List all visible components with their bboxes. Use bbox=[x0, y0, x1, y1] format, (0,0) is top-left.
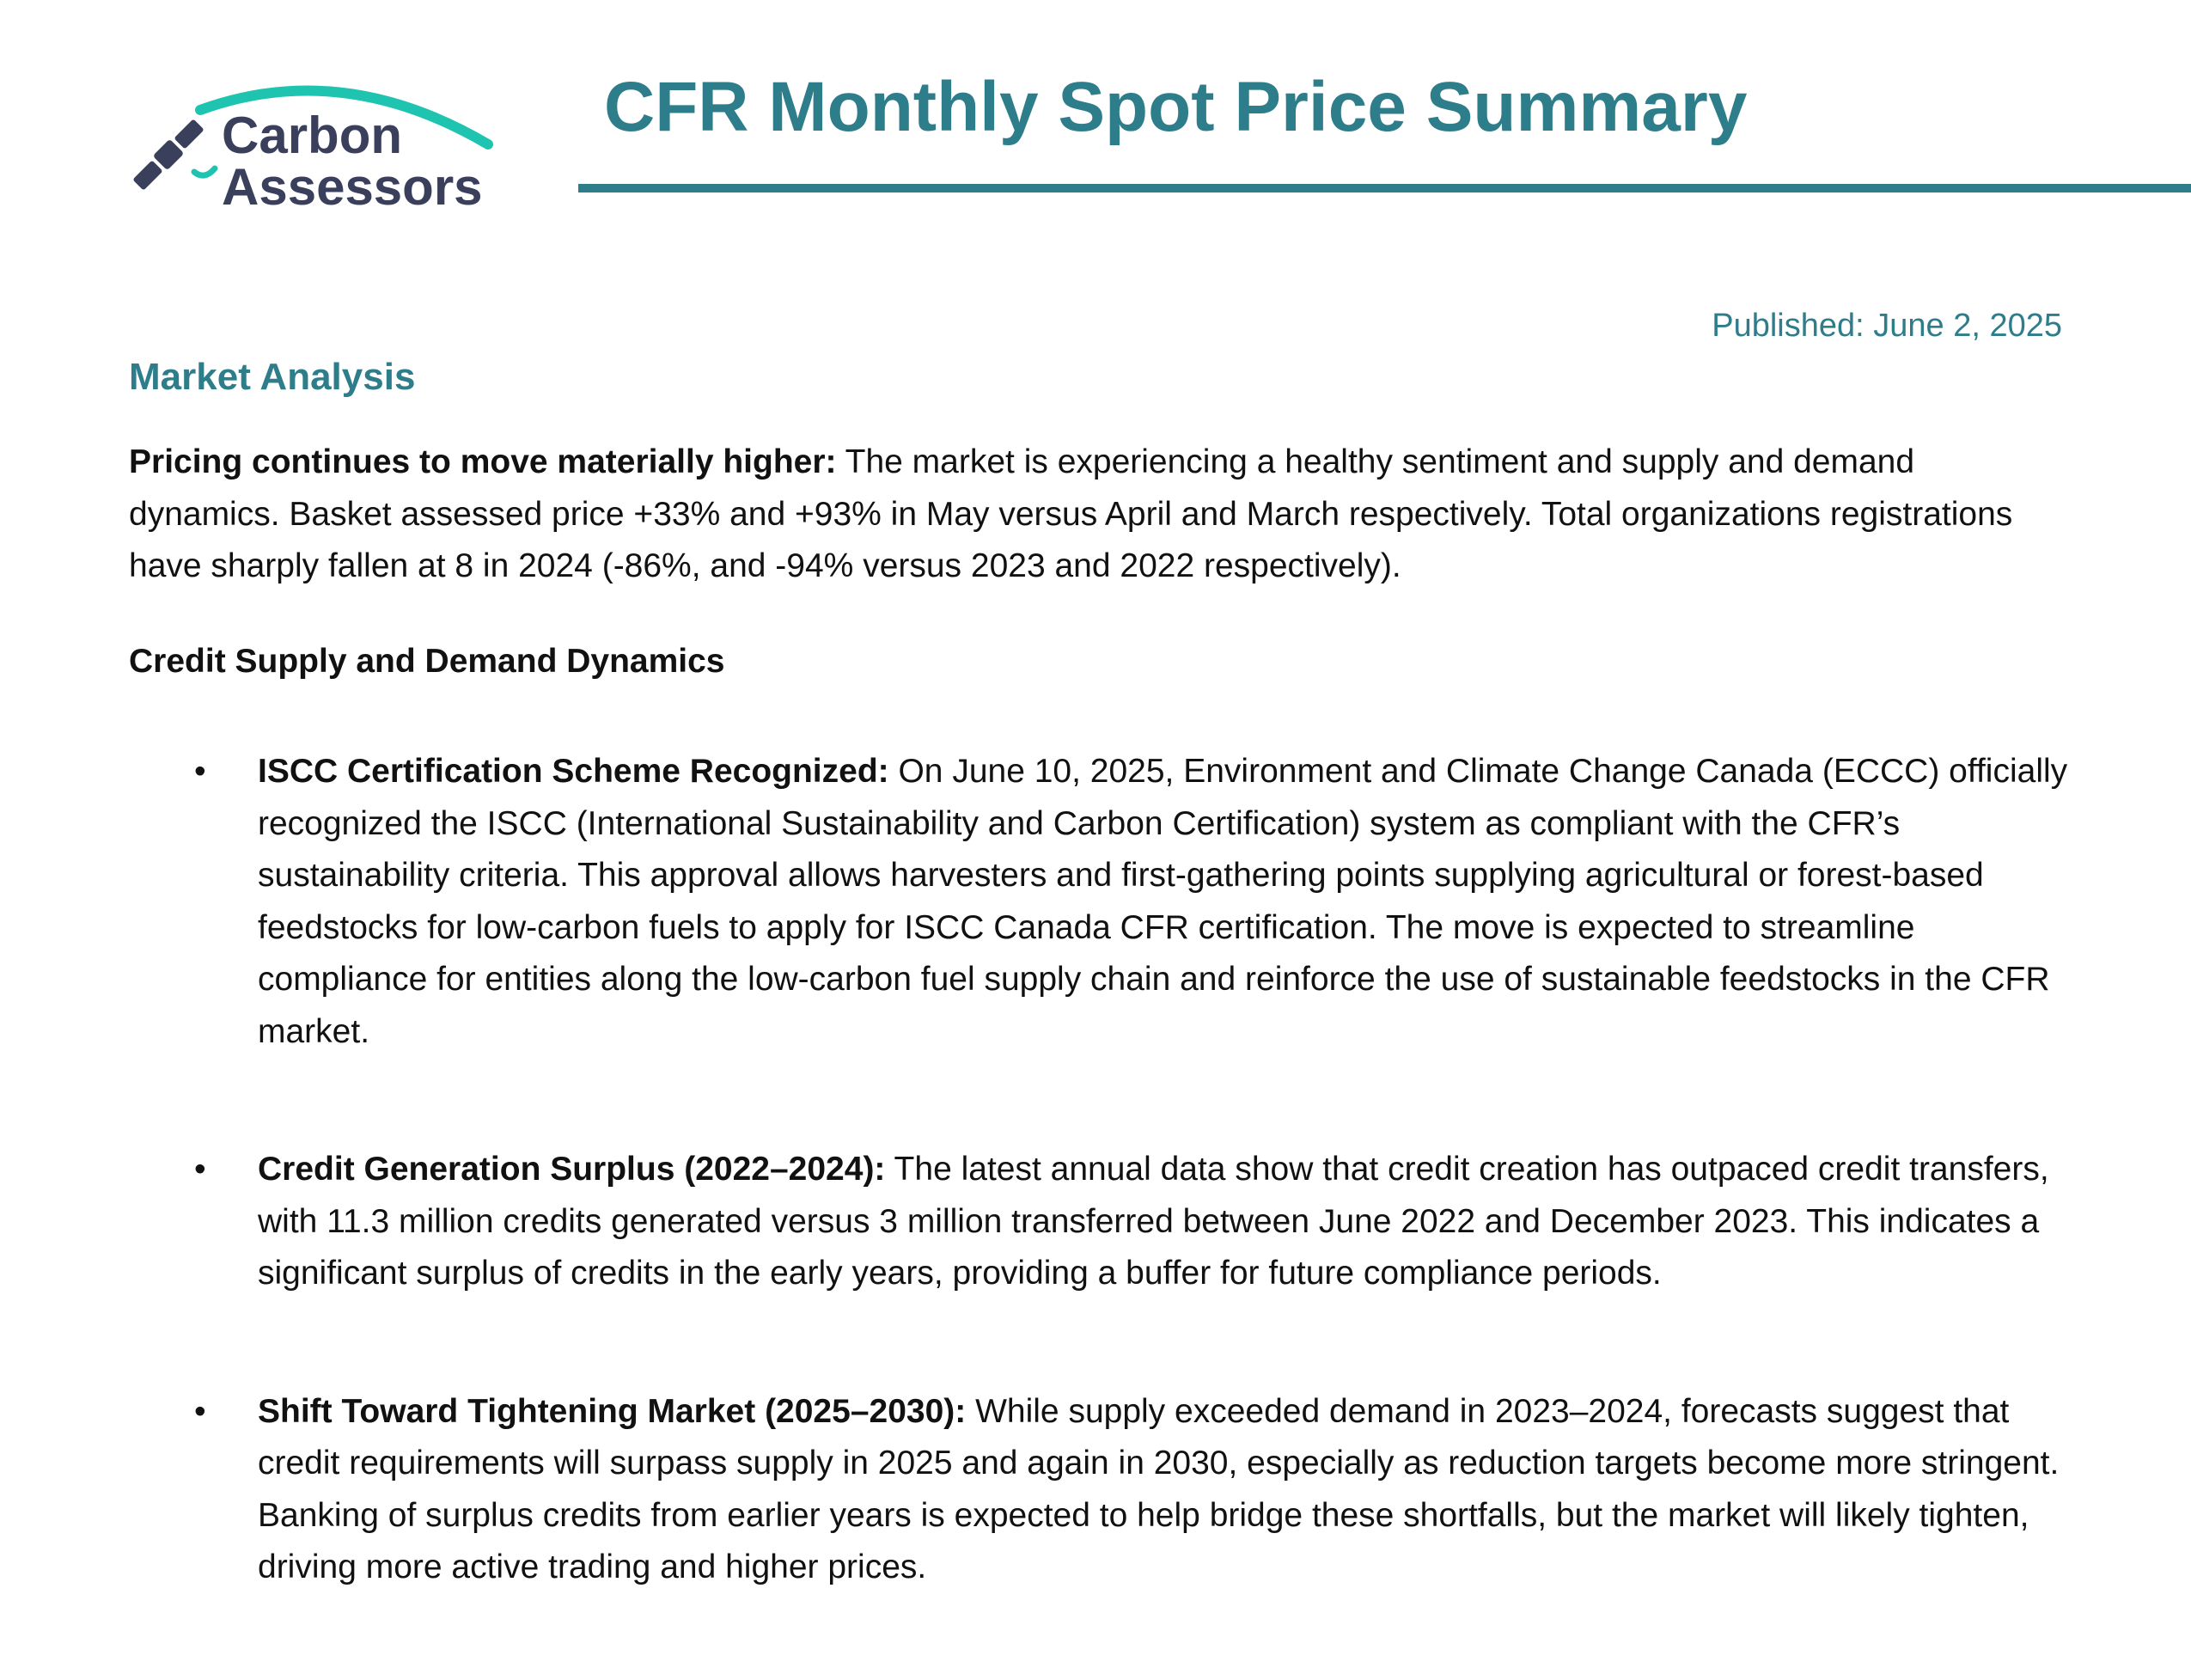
dynamics-heading: Credit Supply and Demand Dynamics bbox=[129, 643, 725, 680]
market-analysis-heading: Market Analysis bbox=[129, 356, 416, 398]
bullet-text: While supply exceeded demand in 2023–2024, forecasts suggest that credit requirements will surpass supply in 2025 and again in 2030, especially as reduction targets become more stringent. Banking of surplus credits from earlier years is expected to help bridge these shortfalls, but the market will likely tighten, driving more active trading and higher prices. bbox=[258, 1392, 2060, 1585]
bullet-text: On June 10, 2025, Environment and Climate Change Canada (ECCC) officially recognized the ISCC (International Sustainability and Carbon Certification) system as compliant with the CFR’s sustainability criteria. This approval allows harvesters and first-gathering points supplying agricultural or forest-based feedstocks for low-carbon fuels to apply for ISCC Canada CFR certification. The move is expected to streamline compliance for entities along the low-carbon fuel supply chain and reinforce the use of sustainable feedstocks in the CFR market. bbox=[258, 753, 2068, 1050]
list-item bbox=[129, 1144, 2071, 1300]
bullet-dot: • bbox=[194, 1151, 206, 1188]
market-analysis-paragraph bbox=[129, 437, 2071, 593]
intro-lead-bold: Pricing continues to move materially higher: bbox=[129, 443, 837, 480]
title-underline bbox=[578, 184, 2191, 192]
bullet-dot: • bbox=[194, 1392, 206, 1430]
logo-wordmark bbox=[222, 107, 483, 216]
page-title: CFR Monthly Spot Price Summary bbox=[604, 68, 1748, 146]
logo-line-1: Carbon bbox=[222, 107, 402, 164]
bullet-title: Credit Generation Surplus (2022–2024): bbox=[258, 1151, 886, 1188]
list-item bbox=[129, 1386, 2071, 1594]
list-item bbox=[129, 746, 2071, 1058]
intro-lead-text: The market is experiencing a healthy sentiment and supply and demand dynamics. Basket assessed price +33% and +93% in May versus April and March respectively. Total organizations registrations have sharply fallen at 8 in 2024 (-86%, and -94% versus 2023 and 2022 respectively). bbox=[129, 443, 2013, 584]
bullet-dot: • bbox=[194, 753, 206, 790]
logo-line-2: Assessors bbox=[222, 158, 483, 216]
dynamics-list bbox=[129, 746, 2071, 1680]
bullet-title: Shift Toward Tightening Market (2025–2030): bbox=[258, 1392, 967, 1430]
published-date: Published: June 2, 2025 bbox=[1712, 308, 2062, 344]
company-logo bbox=[127, 76, 514, 216]
bullet-text: The latest annual data show that credit creation has outpaced credit transfers, with 11.3 million credits generated versus 3 million transferred between June 2022 and December 2023. This indicates a significant surplus of credits in the early years, providing a buffer for future compliance periods. bbox=[258, 1151, 2049, 1292]
bullet-title: ISCC Certification Scheme Recognized: bbox=[258, 753, 889, 790]
